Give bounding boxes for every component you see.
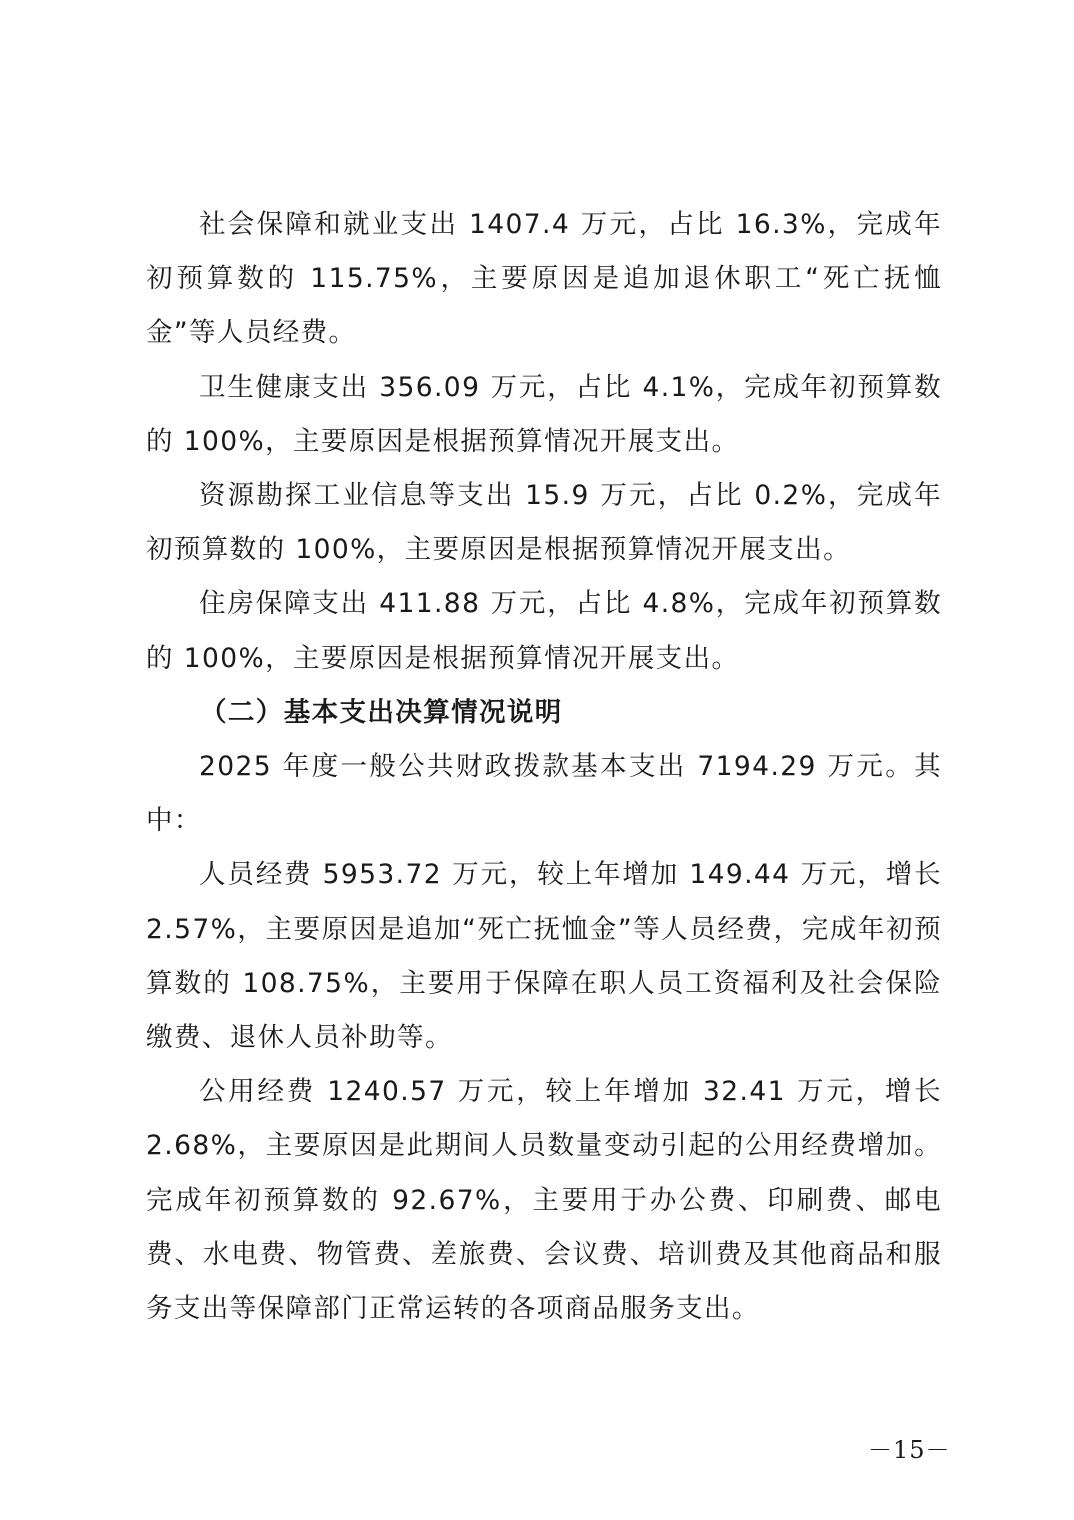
paragraph-social-security: 社会保障和就业支出 1407.4 万元，占比 16.3%，完成年初预算数的 115.75%，主要原因是追加退休职工“死亡抚恤金”等人员经费。 [146,209,942,349]
section-heading: （二）基本支出决算情况说明 [200,696,563,728]
paragraph-public-expenses: 公用经费 1240.57 万元，较上年增加 32.41 万元，增长 2.68%，主要原因是此期间人员数量变动引起的公用经费增加。完成年初预算数的 92.67%，主要用于办公费、印刷费、邮电费、水电费、物管费、差旅费、会议费、培训费及其他商品和服务支出等保障部门正常运转的各项商品服务支出。 [146,1076,942,1325]
paragraph-housing: 住房保障支出 411.88 万元，占比 4.8%，完成年初预算数的 100%，主要原因是根据预算情况开展支出。 [146,588,942,674]
page-number: －15－ [868,1436,951,1464]
document-body [146,198,942,1336]
paragraph-basic-expenditure: 2025 年度一般公共财政拨款基本支出 7194.29 万元。其中： [146,751,942,837]
paragraph-health: 卫生健康支出 356.09 万元，占比 4.1%，完成年初预算数的 100%，主要原因是根据预算情况开展支出。 [146,371,942,457]
paragraph-resource-exploration: 资源勘探工业信息等支出 15.9 万元，占比 0.2%，完成年初预算数的 100%，主要原因是根据预算情况开展支出。 [146,480,942,566]
paragraph-personnel-expenses: 人员经费 5953.72 万元，较上年增加 149.44 万元，增长 2.57%，主要原因是追加“死亡抚恤金”等人员经费，完成年初预算数的 108.75%，主要用于保障在职人员工资福利及社会保险缴费、退休人员补助等。 [146,859,942,1054]
